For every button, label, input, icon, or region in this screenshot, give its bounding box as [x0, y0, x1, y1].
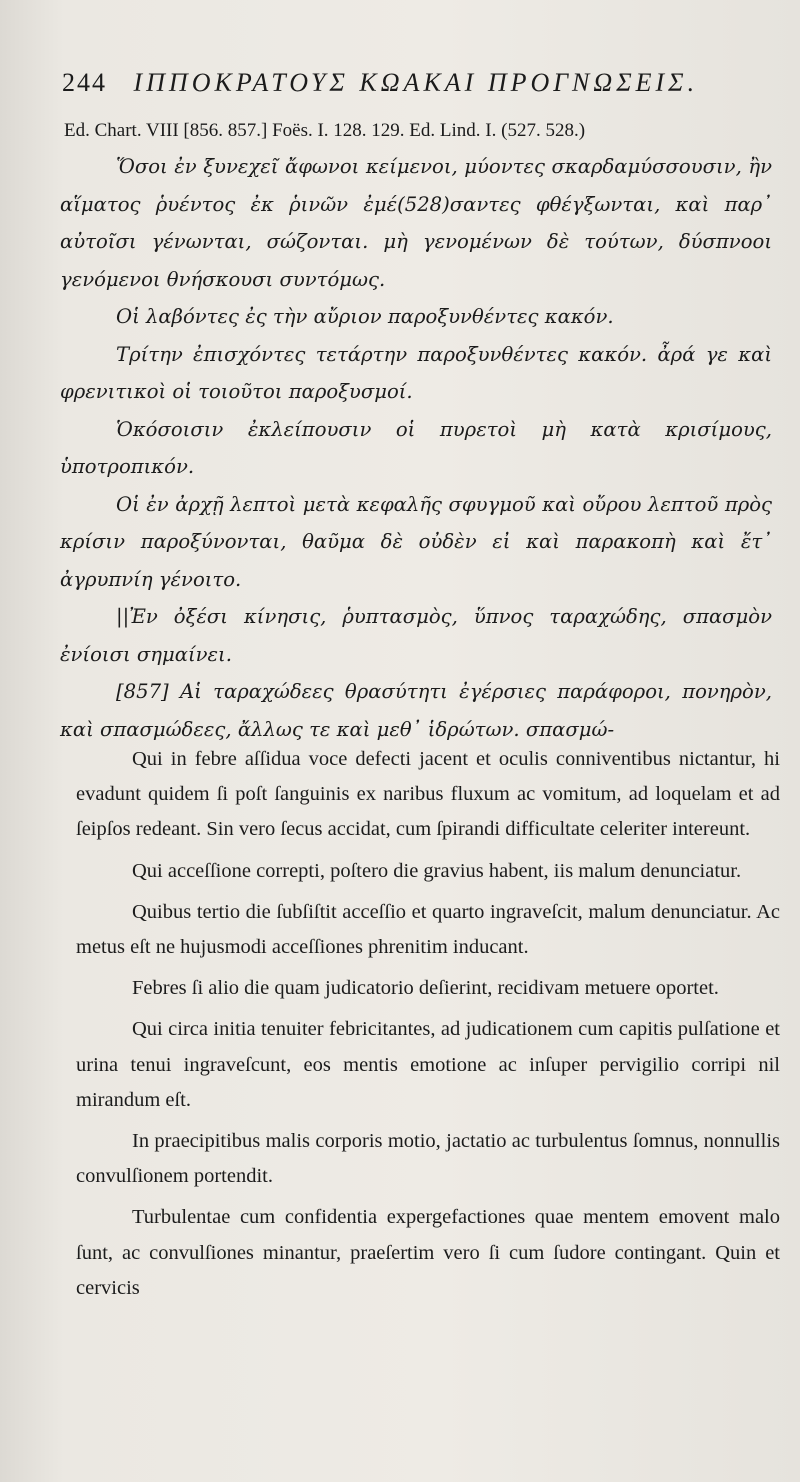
greek-paragraph: Οἱ ἐν ἀρχῇ λεπτοὶ μετὰ κεφαλῆς σφυγμοῦ καὶ οὔρου λεπτοῦ πρὸς κρίσιν παροξύνονται, θαῦμα δὲ οὐδὲν εἰ καὶ παρακοπὴ καὶ ἔτ᾽ ἀγρυπνίη γένοιτο.: [60, 492, 772, 591]
greek-paragraph: Οἱ λαβόντες ἐς τὴν αὔριον παροξυνθέντες κακόν.: [116, 305, 614, 328]
latin-paragraph: Qui circa initia tenuiter febricitantes, ad judicationem cum capitis pulſatione et urina tenui ingraveſcunt, eos mentis emotione ac inſuper pervigilio corripi nil mirandum eſt.: [76, 1018, 780, 1111]
page-number: 244: [62, 68, 107, 97]
running-title: ΙΠΠΟΚΡΑΤΟΥΣ ΚΩΑΚΑΙ ΠΡΟΓΝΩΣΕΙΣ.: [133, 68, 699, 97]
latin-paragraph: Qui acceſſione correpti, poſtero die gravius habent, iis malum denunciatur.: [132, 859, 742, 882]
greek-paragraph: Τρίτην ἐπισχόντες τετάρτην παροξυνθέντες κακόν. ἆρά γε καὶ φρενιτικοὶ οἱ τοιοῦτοι παροξυσμοί.: [60, 342, 772, 403]
latin-translation: [76, 742, 780, 1312]
latin-paragraph: Quibus tertio die ſubſiſtit acceſſio et quarto ingraveſcit, malum denunciatur. Ac metus eſt ne hujusmodi acceſſiones phrenitim inducant.: [76, 900, 780, 959]
greek-text: [60, 148, 772, 748]
latin-paragraph: Febres ſi alio die quam judicatorio deſierint, recidivam metuere oportet.: [132, 977, 719, 1000]
running-header: [62, 68, 782, 98]
edition-reference: Ed. Chart. VIII [856. 857.] Foës. I. 128. 129. Ed. Lind. I. (527. 528.): [64, 120, 586, 141]
latin-paragraph: In praecipitibus malis corporis motio, jactatio ac turbulentus ſomnus, nonnullis convulſionem portendit.: [76, 1130, 780, 1188]
greek-paragraph: [857] Αἱ ταραχώδεες θρασύτητι ἐγέρσιες παράφοροι, πονηρὸν, καὶ σπασμώδεες, ἄλλως τε καὶ μεθ᾽ ἱδρώτων. σπασμώ-: [60, 680, 772, 741]
greek-paragraph: Ὅσοι ἐν ξυνεχεῖ ἄφωνοι κείμενοι, μύοντες σκαρδαμύσσουσιν, ἢν αἵματος ῥυέντος ἐκ ῥινῶν ἐμέ(528)σαντες φθέγξωνται, καὶ παρ᾽ αὐτοῖσι γένωνται, σώζονται. μὴ γενομένων δὲ τούτων, δύσπνοοι γενόμενοι θνήσκουσι συντόμως.: [60, 155, 772, 291]
greek-paragraph: ||Ἐν ὀξέσι κίνησις, ῥυπτασμὸς, ὕπνος ταραχώδης, σπασμὸν ἐνίοισι σημαίνει.: [60, 605, 772, 666]
latin-paragraph: Qui in febre aſſidua voce defecti jacent et oculis conniventibus nictantur, hi evadunt quidem ſi poſt ſanguinis ex naribus fluxum ac vomitum, ad loquelam et ad ſeipſos redeant. Sin vero ſecus accidat, cum ſpirandi difficultate celeriter intereunt.: [76, 748, 780, 841]
latin-paragraph: Turbulentae cum confidentia expergefactiones quae mentem emovent malo ſunt, ac convulſiones minantur, praeſertim vero ſi cum ſudore contingant. Quin et cervicis: [76, 1206, 780, 1299]
greek-paragraph: Ὁκόσοισιν ἐκλείπουσιν οἱ πυρετοὶ μὴ κατὰ κρισίμους, ὑποτροπικόν.: [60, 417, 772, 478]
